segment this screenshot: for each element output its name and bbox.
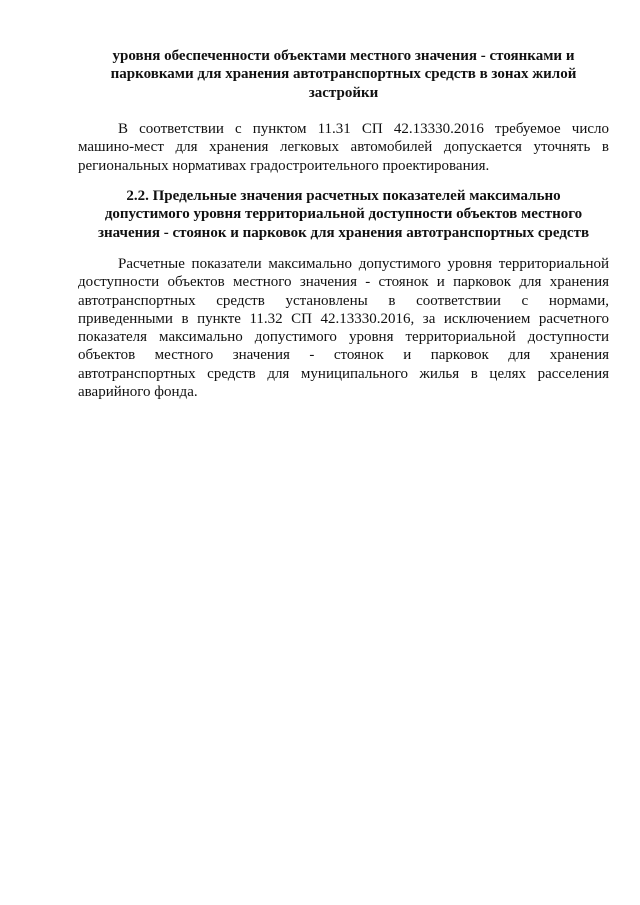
paragraph-line: аварийного фонда.: [78, 384, 198, 401]
heading-line: парковками для хранения автотранспортных средств в зонах жилой: [110, 66, 577, 83]
heading-line: застройки: [308, 84, 379, 101]
paragraph-line: машино-мест для хранения легковых автомобилей допускается уточнять в: [78, 139, 609, 156]
heading-line: уровня обеспеченности объектами местного значения - стоянками и: [112, 48, 575, 64]
paragraph-line: приведенными в пункте 11.32 СП 42.13330.2016, за исключением расчетного: [78, 310, 609, 327]
paragraph-line: доступности объектов местного значения - стоянок и парковок для хранения: [78, 274, 609, 291]
heading-line: значения - стоянок и парковок для хранения автотранспортных средств: [97, 224, 590, 241]
paragraph-line: объектов местного значения - стоянок и парковок для хранения: [78, 347, 609, 364]
heading-line: 2.2. Предельные значения расчетных показателей максимально: [126, 188, 561, 204]
paragraph-line: показателя максимально допустимого уровня территориальной доступности: [78, 329, 609, 346]
paragraph-line: Расчетные показатели максимально допустимого уровня территориальной: [118, 256, 609, 272]
section-heading: [78, 47, 609, 102]
section-heading-2-2: [78, 187, 609, 242]
paragraph-parking-norms: [78, 120, 609, 175]
paragraph-line: В соответствии с пунктом 11.31 СП 42.13330.2016 требуемое число: [118, 121, 609, 137]
heading-line: допустимого уровня территориальной доступности объектов местного: [104, 206, 583, 223]
paragraph-accessibility: [78, 255, 609, 401]
paragraph-line: автотранспортных средств установлены в соответствии с нормами,: [78, 292, 609, 309]
paragraph-line: автотранспортных средств для муниципального жилья в целях расселения: [78, 365, 609, 382]
paragraph-line: региональных нормативах градостроительного проектирования.: [78, 157, 490, 174]
